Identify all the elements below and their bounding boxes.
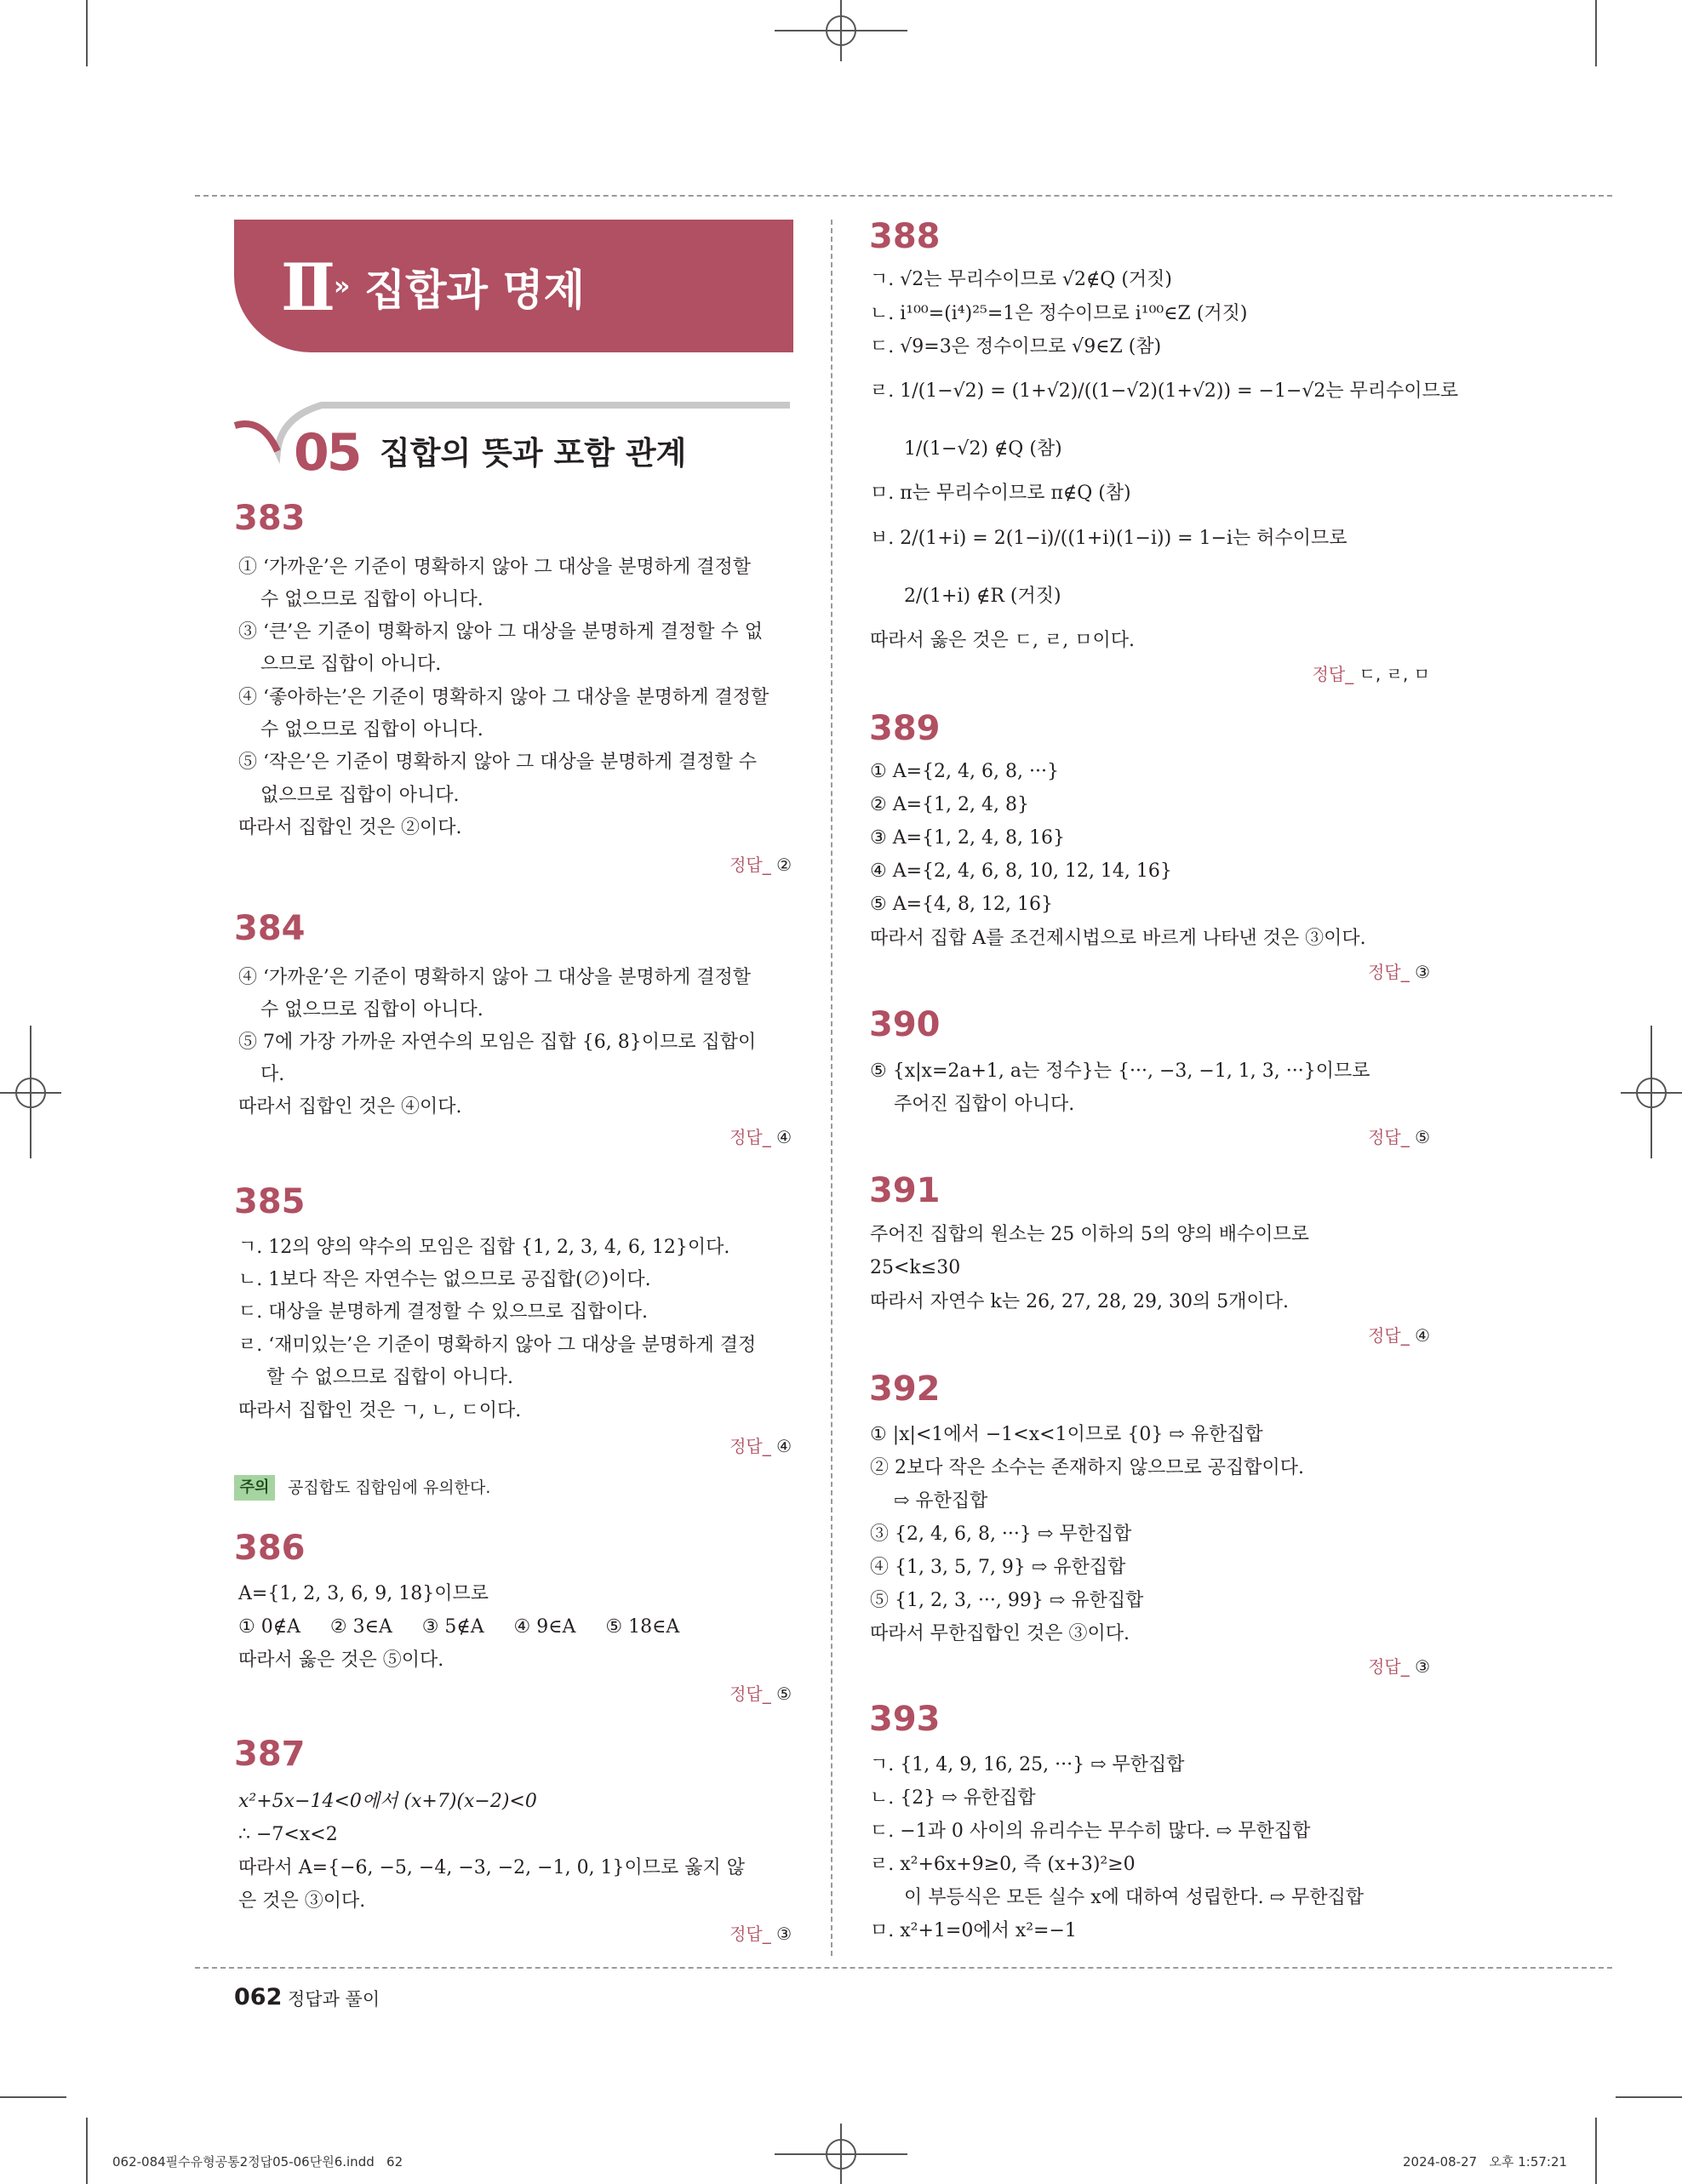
answer-label: 정답_	[1368, 1325, 1410, 1346]
solution-line: x²+5x−14<0에서 (x+7)(x−2)<0	[238, 1791, 537, 1812]
solution-line: 따라서 집합인 것은 ②이다.	[238, 817, 462, 838]
solution-line: ㅂ. 2/(1+i) = 2(1−i)/((1+i)(1−i)) = 1−i는 허수이므로	[870, 528, 1347, 549]
solution-line: 없으므로 집합이 아니다.	[260, 785, 460, 806]
answer-value: ②	[776, 855, 792, 875]
solution-line: ㄹ. ‘재미있는’은 기준이 명확하지 않아 그 대상을 분명하게 결정	[238, 1335, 757, 1356]
problem-number: 384	[234, 909, 306, 948]
solution-line: ③ A={1, 2, 4, 8, 16}	[870, 827, 1065, 849]
solution-line: 수 없으므로 집합이 아니다.	[260, 719, 483, 740]
answer-value: ③	[1415, 1656, 1430, 1677]
crop-mark	[1595, 0, 1597, 66]
footer-label: 정답과 풀이	[288, 1989, 380, 2010]
answer-label: 정답_	[1312, 664, 1354, 684]
solution-line: 따라서 무한집합인 것은 ③이다.	[870, 1623, 1130, 1644]
solution-line: 은 것은 ③이다.	[238, 1890, 366, 1912]
answer-key	[664, 1434, 792, 1458]
solution-line: ㄹ. 1/(1−√2) = (1+√2)/((1−√2)(1+√2)) = −1−√2는 무리수이므로	[870, 380, 1459, 402]
solution-line: ③ ‘큰’은 기준이 명확하지 않아 그 대상을 분명하게 결정할 수 없	[238, 621, 763, 643]
problem-number: 389	[869, 709, 941, 748]
solution-line: 으므로 집합이 아니다.	[260, 654, 442, 675]
problem-number: 386	[234, 1529, 306, 1568]
crop-mark	[1616, 2096, 1682, 2098]
solution-line: ③ {2, 4, 6, 8, ···} ⇨ 무한집합	[870, 1524, 1132, 1545]
solution-line: ② A={1, 2, 4, 8}	[870, 794, 1029, 815]
answer-label: 정답_	[729, 1127, 771, 1147]
solution-line: 다.	[260, 1064, 285, 1085]
page-number: 062	[234, 1984, 283, 2010]
solution-line: 따라서 옳은 것은 ⑤이다.	[238, 1649, 444, 1671]
solution-line: ② 2보다 작은 소수는 존재하지 않으므로 공집합이다.	[870, 1457, 1304, 1478]
answer-key	[664, 1922, 792, 1946]
solution-line: ① 0∉A ② 3∈A ③ 5∉A ④ 9∈A ⑤ 18∈A	[238, 1616, 680, 1638]
answer-label: 정답_	[1368, 1656, 1410, 1677]
problem-number: 390	[869, 1005, 941, 1044]
solution-line: ① ‘가까운’은 기준이 명확하지 않아 그 대상을 분명하게 결정할	[238, 557, 751, 578]
solution-line: 따라서 집합 A를 조건제시법으로 바르게 나타낸 것은 ③이다.	[870, 928, 1366, 949]
solution-line: ⑤ 7에 가장 가까운 자연수의 모임은 집합 {6, 8}이므로 집합이	[238, 1032, 757, 1053]
solution-line: 1/(1−√2) ∉Q (참)	[904, 438, 1062, 460]
solution-line: 주어진 집합이 아니다.	[894, 1094, 1075, 1115]
problem-number: 393	[869, 1700, 941, 1739]
problem-number: 388	[869, 217, 941, 256]
answer-label: 정답_	[1368, 1127, 1410, 1147]
solution-line: ④ ‘가까운’은 기준이 명확하지 않아 그 대상을 분명하게 결정할	[238, 967, 751, 988]
solution-line: ㄷ. −1과 0 사이의 유리수는 무수히 많다. ⇨ 무한집합	[870, 1821, 1311, 1842]
top-dashed-rule	[195, 195, 1612, 197]
solution-line: 따라서 집합인 것은 ㄱ, ㄴ, ㄷ이다.	[238, 1400, 522, 1421]
section-number: 05	[294, 423, 360, 483]
solution-line: 따라서 자연수 k는 26, 27, 28, 29, 30의 5개이다.	[870, 1291, 1289, 1312]
solution-line: ㅁ. x²+1=0에서 x²=−1	[870, 1920, 1077, 1941]
solution-line: 2/(1+i) ∉R (거짓)	[904, 586, 1061, 607]
answer-value: ④	[1415, 1325, 1430, 1346]
print-slug-file: 062-084필수유형공통2정답05-06단원6.indd 62	[112, 2154, 403, 2170]
solution-line: ④ {1, 3, 5, 7, 9} ⇨ 유한집합	[870, 1557, 1126, 1578]
answer-label: 정답_	[729, 1684, 771, 1704]
registration-circle	[1636, 1078, 1667, 1108]
problem-number: 387	[234, 1735, 306, 1774]
chapter-title: 집합과 명제	[364, 266, 585, 315]
answer-key	[664, 853, 792, 877]
solution-line: ㄱ. √2는 무리수이므로 √2∉Q (거짓)	[870, 269, 1173, 290]
solution-line: ㄷ. 대상을 분명하게 결정할 수 있으므로 집합이다.	[238, 1301, 648, 1323]
registration-circle	[826, 2139, 856, 2170]
answer-value: ③	[1415, 962, 1430, 982]
solution-line: 따라서 옳은 것은 ㄷ, ㄹ, ㅁ이다.	[870, 630, 1135, 651]
bottom-dashed-rule	[195, 1967, 1612, 1969]
solution-line: ㄹ. x²+6x+9≥0, 즉 (x+3)²≥0	[870, 1854, 1136, 1875]
crop-mark	[86, 0, 88, 66]
solution-line: 할 수 없으므로 집합이 아니다.	[266, 1367, 513, 1388]
solution-line: ① A={2, 4, 6, 8, ···}	[870, 761, 1059, 782]
solution-line: 25<k≤30	[870, 1257, 961, 1278]
answer-key	[1260, 662, 1430, 686]
answer-value: ⑤	[1415, 1127, 1430, 1147]
note-text: 공집합도 집합임에 유의한다.	[288, 1478, 491, 1497]
solution-line: 따라서 A={−6, −5, −4, −3, −2, −1, 0, 1}이므로 옳지 않	[238, 1857, 746, 1878]
solution-line: ㅁ. π는 무리수이므로 π∉Q (참)	[870, 483, 1131, 504]
answer-key	[1302, 1125, 1430, 1149]
problem-number: 391	[869, 1171, 941, 1210]
solution-line: ④ ‘좋아하는’은 기준이 명확하지 않아 그 대상을 분명하게 결정할	[238, 687, 769, 708]
problem-number: 392	[869, 1369, 941, 1409]
answer-label: 정답_	[729, 1436, 771, 1456]
solution-line: ㄷ. √9=3은 정수이므로 √9∈Z (참)	[870, 336, 1162, 357]
solution-line: ㄴ. 1보다 작은 자연수는 없으므로 공집합(∅)이다.	[238, 1269, 651, 1290]
answer-key	[1302, 960, 1430, 984]
print-slug-timestamp: 2024-08-27 오후 1:57:21	[1403, 2154, 1568, 2170]
answer-label: 정답_	[1368, 962, 1410, 982]
section-title: 집합의 뜻과 포함 관계	[380, 435, 687, 472]
solution-line: ① |x|<1에서 −1<x<1이므로 {0} ⇨ 유한집합	[870, 1424, 1263, 1445]
solution-line: ㄴ. {2} ⇨ 유한집합	[870, 1787, 1036, 1809]
answer-value: ⑤	[776, 1684, 792, 1704]
solution-line: ⇨ 유한집합	[894, 1490, 988, 1512]
crop-mark	[86, 2118, 88, 2184]
problem-number: 385	[234, 1182, 306, 1221]
solution-line: ㄴ. i¹⁰⁰=(i⁴)²⁵=1은 정수이므로 i¹⁰⁰∈Z (거짓)	[870, 303, 1248, 324]
answer-key	[664, 1125, 792, 1149]
solution-line: ⑤ A={4, 8, 12, 16}	[870, 894, 1053, 915]
answer-value: ④	[776, 1436, 792, 1456]
solution-line: ㄱ. {1, 4, 9, 16, 25, ···} ⇨ 무한집합	[870, 1754, 1185, 1775]
answer-key	[1302, 1655, 1430, 1678]
crop-mark	[1595, 2118, 1597, 2184]
solution-line: ④ A={2, 4, 6, 8, 10, 12, 14, 16}	[870, 860, 1172, 882]
solution-line: 수 없으므로 집합이 아니다.	[260, 999, 483, 1021]
chapter-numeral: Ⅱ	[281, 249, 335, 325]
note-tag: 주의	[234, 1475, 275, 1501]
solution-line: ⑤ {x|x=2a+1, a는 정수}는 {···, −3, −1, 1, 3, ···}이므로	[870, 1061, 1370, 1082]
problem-number: 383	[234, 499, 306, 538]
registration-circle	[826, 15, 856, 46]
solution-line: ⑤ ‘작은’은 기준이 명확하지 않아 그 대상을 분명하게 결정할 수	[238, 752, 757, 773]
answer-label: 정답_	[729, 855, 771, 875]
answer-value: ㄷ, ㄹ, ㅁ	[1359, 664, 1430, 684]
solution-line: ∴ −7<x<2	[238, 1824, 338, 1845]
solution-line: 주어진 집합의 원소는 25 이하의 5의 양의 배수이므로	[870, 1224, 1309, 1245]
answer-value: ④	[776, 1127, 792, 1147]
solution-line: ㄱ. 12의 양의 약수의 모임은 집합 {1, 2, 3, 4, 6, 12}이다.	[238, 1237, 730, 1258]
solution-line: 따라서 집합인 것은 ④이다.	[238, 1096, 462, 1118]
solution-line: ⑤ {1, 2, 3, ···, 99} ⇨ 유한집합	[870, 1590, 1144, 1611]
answer-value: ③	[776, 1924, 792, 1944]
answer-label: 정답_	[729, 1924, 771, 1944]
solution-line: A={1, 2, 3, 6, 9, 18}이므로	[238, 1583, 489, 1604]
chevron-right-icon: »	[334, 272, 351, 301]
answer-key	[664, 1682, 792, 1706]
solution-line: 수 없으므로 집합이 아니다.	[260, 589, 483, 610]
crop-mark	[0, 2096, 66, 2098]
answer-key	[1302, 1324, 1430, 1347]
registration-circle	[15, 1078, 46, 1108]
solution-line: 이 부등식은 모든 실수 x에 대하여 성립한다. ⇨ 무한집합	[904, 1887, 1364, 1908]
column-divider	[831, 220, 832, 1956]
